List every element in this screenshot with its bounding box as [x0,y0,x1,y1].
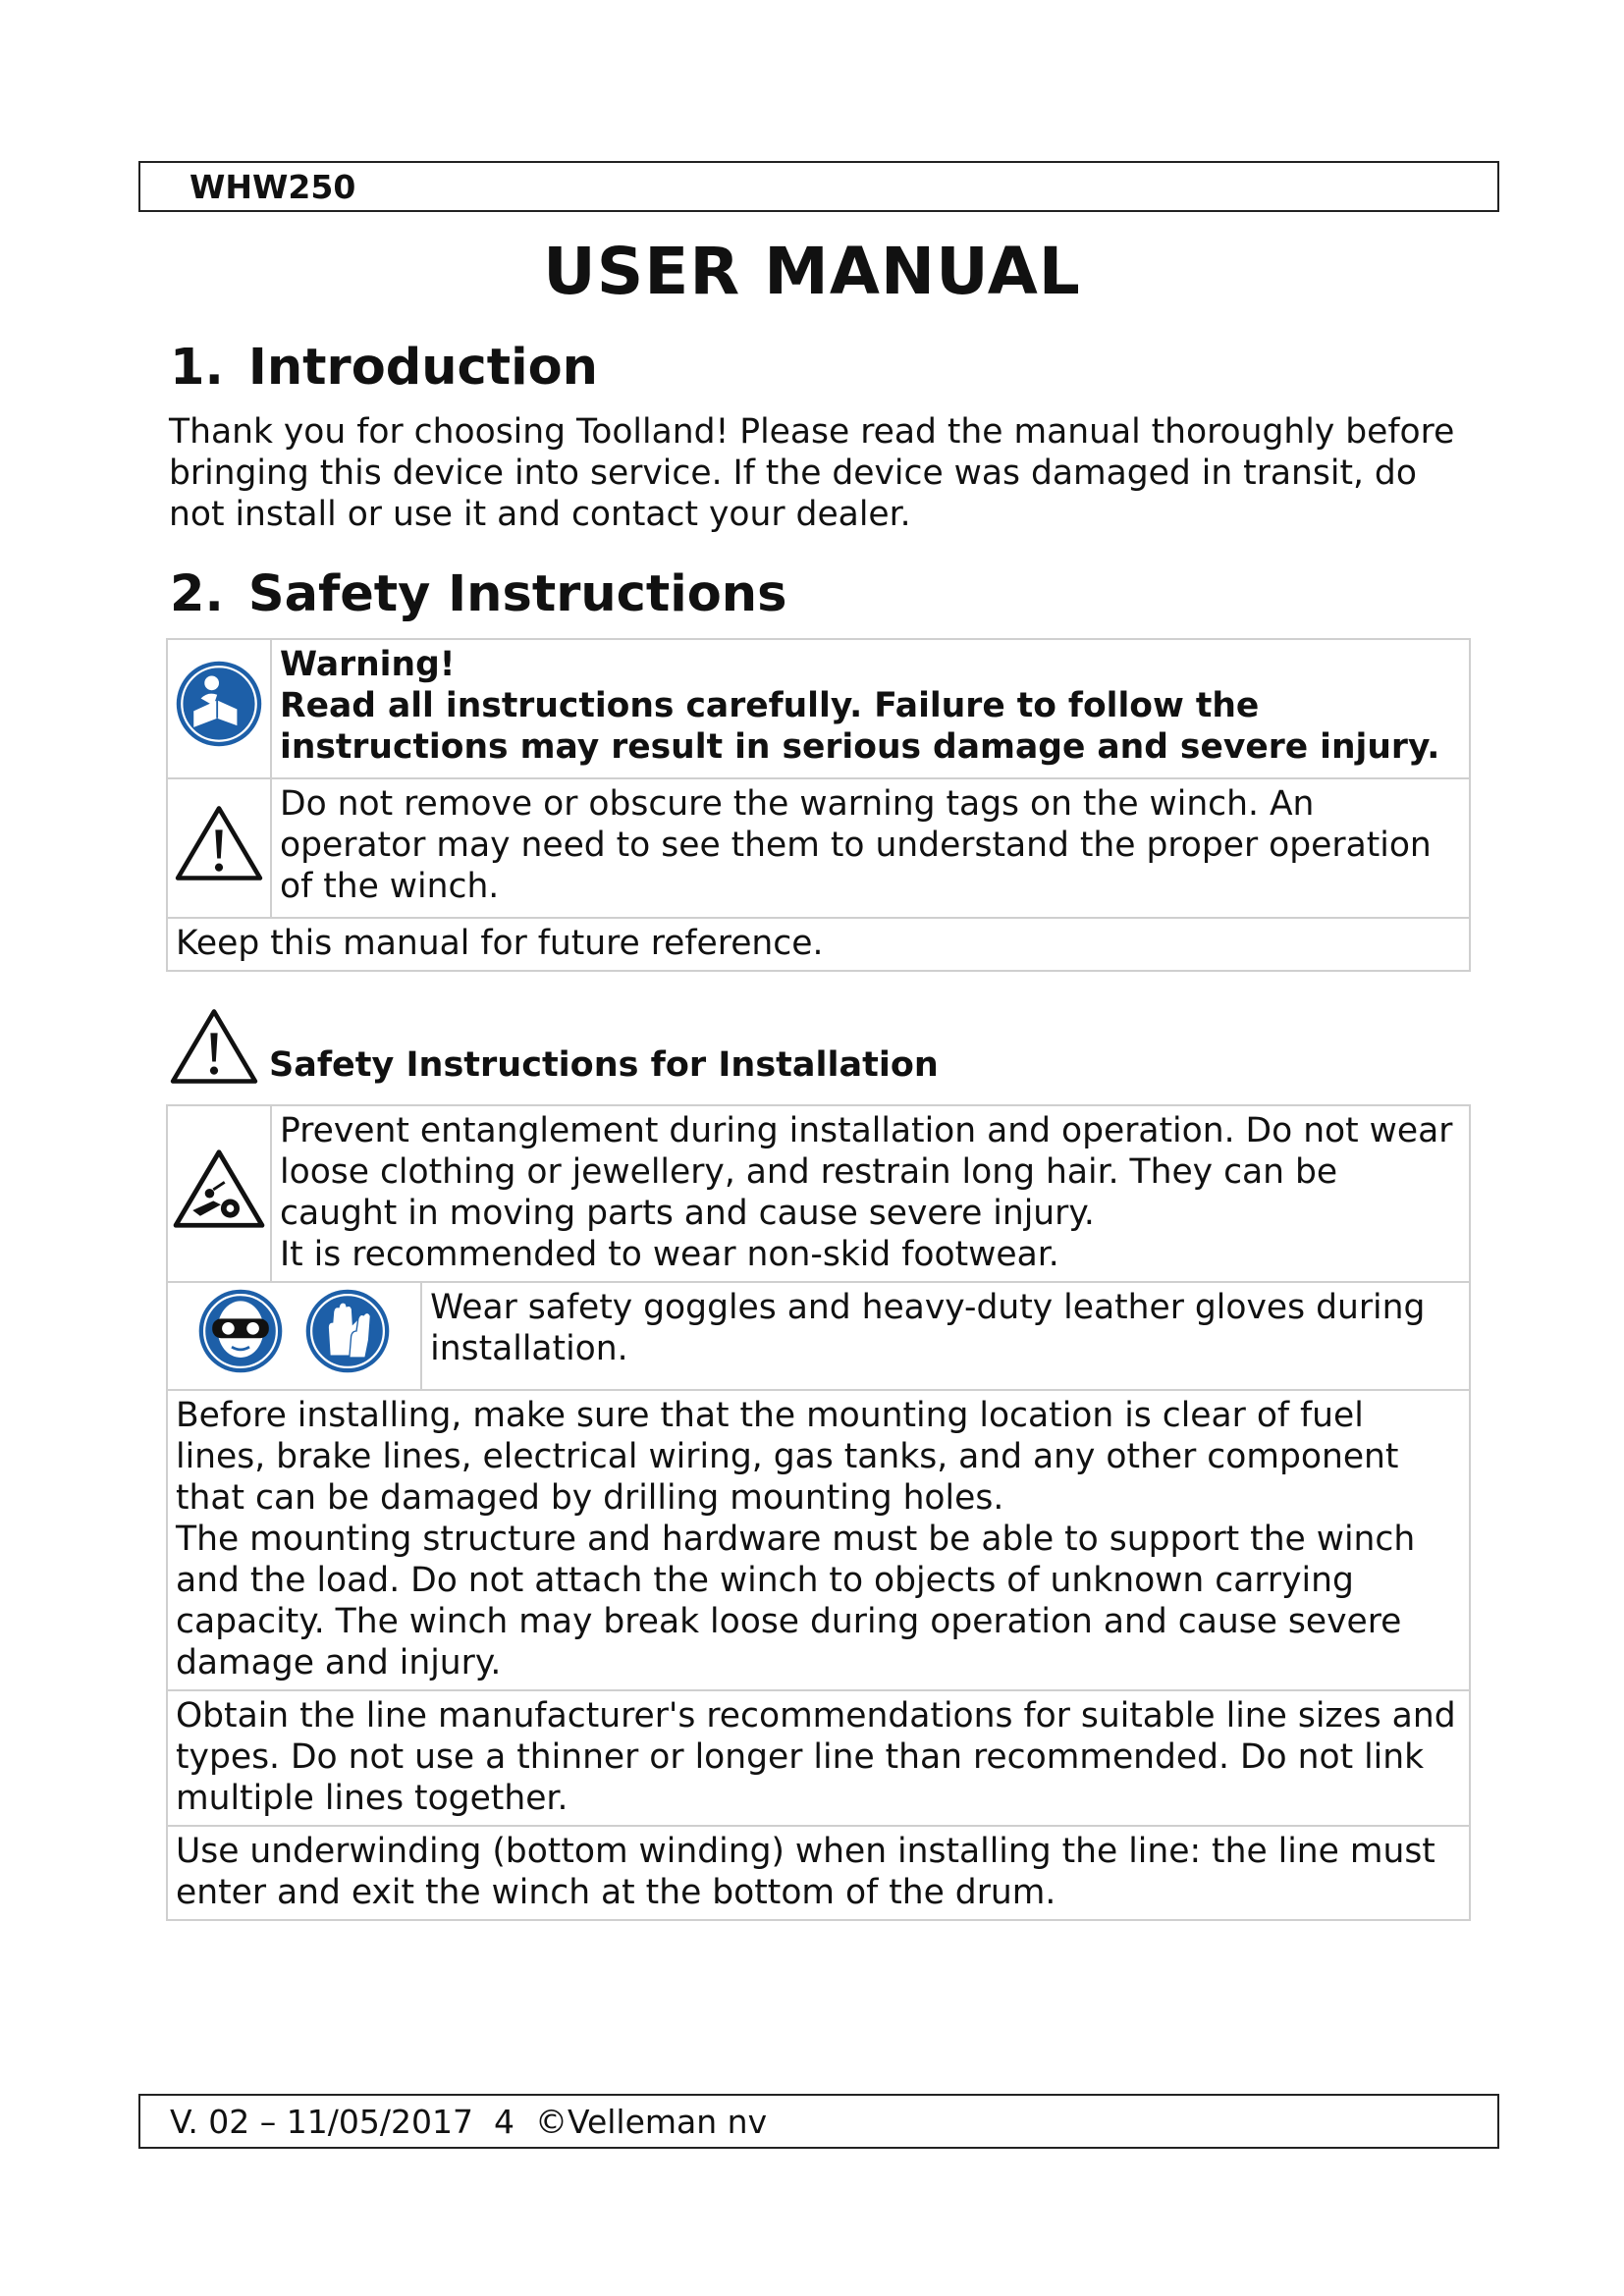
text-cell [167,1390,1470,1690]
table-row [167,918,1470,971]
entanglement-text: Prevent entanglement during installation and operation. Do not wear loose clothing or jewellery, and restrain long hair. They can be caught in moving parts and cause severe injury. [280,1111,1453,1233]
text-cell [421,1282,1470,1390]
model-number: WHW250 [189,167,356,206]
footwear-text: It is recommended to wear non-skid footwear. [280,1235,1059,1274]
installation-heading [169,1006,939,1087]
text-cell [271,1105,1470,1282]
warning-text-cell [271,639,1470,778]
safety-instructions-table [166,638,1471,972]
table-row [167,1826,1470,1920]
header-box [138,161,1499,212]
section-title: Safety Instructions [247,565,787,623]
text-cell [167,918,1470,971]
section-title: Introduction [247,339,598,397]
installation-instructions-table [166,1104,1471,1921]
warning-tags-text: Do not remove or obscure the warning tags on the winch. An operator may need to see them to understand the proper operation of the winch. [280,784,1432,906]
goggles-gloves-text: Wear safety goggles and heavy-duty leather gloves during installation. [430,1288,1426,1368]
table-row [167,778,1470,918]
mounting-structure-text: The mounting structure and hardware must be able to support the winch and the load. Do not attach the winch to objects of unknown carrying capacity. The winch may break loose during operation and cause severe damage and injury. [176,1520,1416,1682]
safety-goggles-icon [196,1287,285,1375]
table-row [167,1105,1470,1282]
table-row [167,1390,1470,1690]
footer-page-number: 4 [493,2102,514,2141]
mounting-location-text: Before installing, make sure that the mounting location is clear of fuel lines, brake lines, electrical wiring, gas tanks, and any other component that can be damaged by drilling mounting holes. [176,1396,1399,1518]
section-number: 1. [170,339,224,397]
footer-box [138,2094,1499,2149]
icon-cell [167,778,271,918]
icon-cell [167,1282,421,1390]
installation-heading-text: Safety Instructions for Installation [269,1045,939,1085]
document-title: USER MANUAL [543,234,1081,309]
text-cell [167,1690,1470,1826]
section-heading-introduction [170,339,598,397]
text-cell [271,778,1470,918]
warning-triangle-icon [174,803,264,883]
read-manual-icon [174,659,264,749]
icon-cell [167,639,271,778]
warning-text: Read all instructions carefully. Failure to follow the instructions may result in serious damage and severe injury. [280,686,1440,767]
icon-cell [167,1105,271,1282]
entanglement-hazard-icon [172,1147,266,1231]
table-row [167,1690,1470,1826]
table-row [167,1282,1470,1390]
introduction-paragraph: Thank you for choosing Toolland! Please read the manual thoroughly before bringing this device into service. If the device was damaged in transit, do not install or use it and contact your dealer. [169,412,1455,534]
text-cell [167,1826,1470,1920]
section-heading-safety [170,565,786,623]
line-recommendations-text: Obtain the line manufacturer's recommendations for suitable line sizes and types. Do not use a thinner or longer line than recommended. Do not link multiple lines together. [176,1696,1456,1818]
warning-title: Warning! [280,645,456,684]
safety-gloves-icon [303,1287,392,1375]
table-row [167,639,1470,778]
footer-copyright: ©Velleman nv [534,2102,768,2141]
section-number: 2. [170,565,224,623]
footer-version: V. 02 – 11/05/2017 [170,2102,473,2141]
warning-triangle-icon [169,1006,259,1087]
keep-manual-text: Keep this manual for future reference. [176,924,824,963]
underwinding-text: Use underwinding (bottom winding) when installing the line: the line must enter and exit the winch at the bottom of the drum. [176,1832,1435,1912]
